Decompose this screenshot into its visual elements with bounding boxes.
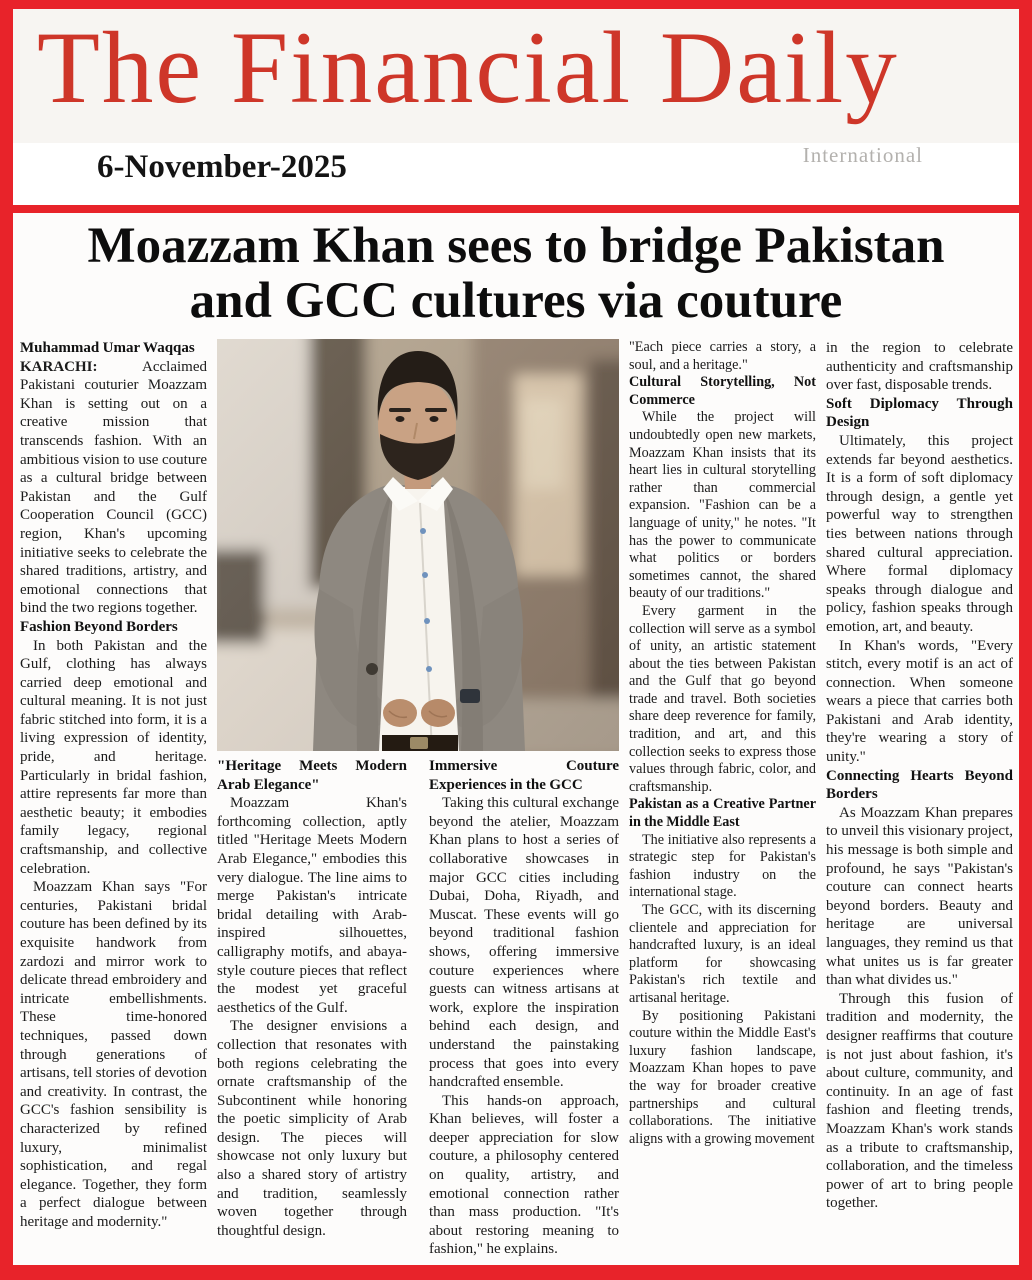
subhead-immersive-couture: Immersive Couture Experiences in the GCC xyxy=(429,758,619,793)
paragraph: Moazzam Khan's forthcoming collection, aptly titled "Heritage Meets Modern Arab Elegance," embodies this very dialogue. The line aims to merge Pakistan's intricate bridal detailing with Arab-inspired silhouettes, calligraphy motifs, and abaya-style couture pieces that reflect the modest yet graceful aesthetics of the Gulf. xyxy=(217,795,407,1016)
pull-quote: "Each piece carries a story, a soul, and a heritage." xyxy=(629,339,816,373)
article-photo xyxy=(217,339,619,751)
dateline: KARACHI: xyxy=(20,358,98,375)
lead-paragraph: KARACHI: Acclaimed Pakistani couturier Moazzam Khan is setting out on a creative mission that transcends fashion. With an ambitious vision to use couture as a cultural bridge between Pakistan and the Gulf Cooperation Council (GCC) region, Khan's upcoming initiative seeks to celebrate the shared traditions, artistry, and emotional connections that bind the two regions together. xyxy=(20,358,207,617)
subhead-cultural-storytelling: Cultural Storytelling, Not Commerce xyxy=(629,374,816,408)
center-block xyxy=(217,339,619,1259)
paragraph: Taking this cultural exchange beyond the atelier, Moazzam Khan plans to host a series of collaborative showcases in major GCC cities including Dubai, Doha, Riyadh, and Muscat. These events will go beyond traditional fashion shows, offering immersive couture experiences where guests can witness artisans at work, explore the inspiration behind each design, and understand the painstaking process that goes into every handcrafted ensemble. xyxy=(429,795,619,1091)
byline: Muhammad Umar Waqqas xyxy=(20,340,195,356)
paragraph: By positioning Pakistani couture within the Middle East's luxury fashion landscape, Moazzam Khan hopes to pave the way for broader creative partnerships and cultural collaborations. The initiative aligns with a growing movement xyxy=(629,1007,816,1147)
paragraph: Every garment in the collection will serve as a symbol of unity, an artistic statement about the ties between Pakistan and the Gulf that go beyond trade and travel. Both societies share deep reverence for family, tradition, and art, and this collection seeks to express those values through fabric, color, and craftsmanship. xyxy=(629,602,816,795)
column-2 xyxy=(217,757,407,1259)
subhead-pakistan-creative-partner: Pakistan as a Creative Partner in the Middle East xyxy=(629,796,816,831)
paragraph: Through this fusion of tradition and modernity, the designer reaffirms that couture is not just about fashion, it's about culture, community, and continuity. In an age of fast fashion and fleeting trends, Moazzam Khan's work stands as a tribute to craftsmanship, collaboration, and the timeless power of art to bring people together. xyxy=(826,990,1013,1212)
article-headline xyxy=(17,219,1015,329)
subhead-connecting-hearts: Connecting Hearts Beyond Borders xyxy=(826,767,1013,803)
issue-date: 6-November-2025 xyxy=(97,149,347,185)
paragraph: In Khan's words, "Every stitch, every motif is an act of connection. When someone wears a piece that carries both Pakistani and Arab identity, they're wearing a story of unity." xyxy=(826,637,1013,766)
edition-label: International xyxy=(802,143,923,167)
paragraph: As Moazzam Khan prepares to unveil this visionary project, his message is both simple and profound, he says "Pakistan's couture can connect hearts beyond borders. Beauty and heritage are universal languages, they remind us that what unites us is far greater than what divides us." xyxy=(826,804,1013,989)
headline-line-2: and GCC cultures via couture xyxy=(189,273,843,329)
column-1 xyxy=(20,339,207,1259)
paragraph: Ultimately, this project extends far beyond aesthetics. It is a form of soft diplomacy through design, a gentle yet powerful way to strengthen ties between nations through shared cultural appreciation. Where formal diplomacy speaks through dialogue and policy, fashion speaks through emotion, art, and beauty. xyxy=(826,432,1013,635)
subhead-heritage-meets-modern: "Heritage Meets Modern Arab Elegance" xyxy=(217,758,407,793)
paragraph: The GCC, with its discerning clientele and appreciation for handcrafted luxury, is an ideal platform for showcasing Pakistan's rich textile and artisanal heritage. xyxy=(629,902,816,1006)
paragraph: This hands-on approach, Khan believes, will foster a deeper appreciation for slow couture, a philosophy centered on quality, artistry, and emotional connection rather than mass production. "It's about restoring meaning to fashion," he explains. xyxy=(429,1092,619,1258)
continuation-paragraph: in the region to celebrate authenticity and craftsmanship over fast, disposable trends. xyxy=(826,340,1013,394)
column-5 xyxy=(826,339,1013,1259)
masthead-title: The Financial Daily xyxy=(37,11,899,125)
paragraph: In both Pakistan and the Gulf, clothing has always carried deep emotional and cultural meaning. It is not just fabric stitched into form, it is a living expression of identity, pride, and heritage. Particularly in bridal fashion, attire represents far more than aesthetic beauty; it embodies family legacy, regional craftsmanship, and collective celebration. xyxy=(20,637,207,877)
paragraph: The initiative also represents a strategic step for Pakistan's fashion industry on the international stage. xyxy=(629,831,816,901)
column-4 xyxy=(629,339,816,1259)
subhead-fashion-beyond-borders: Fashion Beyond Borders xyxy=(20,618,178,635)
paragraph: Moazzam Khan says "For centuries, Pakistani bridal couture has been defined by its exquisite handwork from zardozi and mirror work to delicate thread embroidery and intricate embellishments. These time-honored techniques, passed down through generations of artisans, tell stories of devotion and creativity. In contrast, the GCC's fashion sensibility is characterized by refined luxury, minimalist sophistication, and regal elegance. Together, they form a perfect dialogue between heritage and modernity." xyxy=(20,879,207,1230)
masthead xyxy=(13,9,1019,213)
paragraph: The designer envisions a collection that resonates with both regions celebrating the ornate craftsmanship of the Subcontinent while honoring the poetic simplicity of Arab design. The pieces will showcase not only luxury but also a shared story of artistry and tradition, seamlessly woven together through thoughtful design. xyxy=(217,1018,407,1239)
column-3 xyxy=(429,757,619,1259)
subhead-soft-diplomacy: Soft Diplomacy Through Design xyxy=(826,395,1013,431)
headline-line-1: Moazzam Khan sees to bridge Pakistan xyxy=(87,218,945,274)
paragraph: While the project will undoubtedly open new markets, Moazzam Khan insists that its heart lies in cultural storytelling rather than commercial expansion. "Fashion can be a language of unity," he notes. "It has the power to communicate what politics or borders sometimes cannot, the shared beauty of our traditions." xyxy=(629,409,816,602)
article-body xyxy=(13,339,1019,1259)
